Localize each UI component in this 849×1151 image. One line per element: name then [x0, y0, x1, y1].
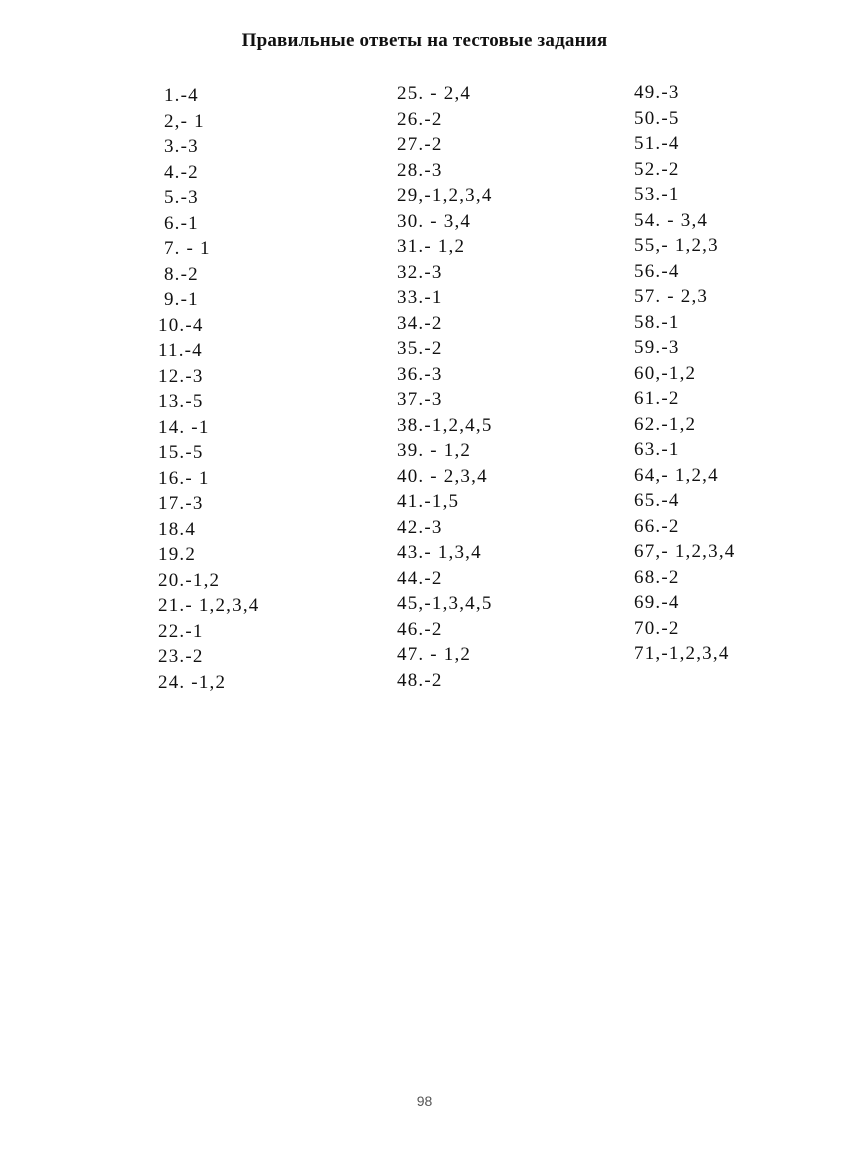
answers-column-2 [397, 81, 493, 693]
answer-item: 27.-2 [397, 134, 443, 155]
answer-item: 9.-1 [158, 289, 199, 310]
answer-item: 13.-5 [158, 391, 204, 412]
answer-item: 21.- 1,2,3,4 [158, 595, 260, 616]
answer-item: 24. -1,2 [158, 671, 227, 693]
answer-item: 29,-1,2,3,4 [397, 185, 493, 206]
answer-item: 11.-4 [158, 340, 203, 361]
answer-item: 49.-3 [634, 82, 680, 103]
answer-item: 17.-3 [158, 493, 204, 514]
answer-item: 64,- 1,2,4 [634, 464, 719, 486]
answer-item: 50.-5 [634, 107, 680, 129]
answer-item: 39. - 1,2 [397, 440, 472, 461]
answer-item: 34.-2 [397, 312, 443, 334]
page-number: 98 [416, 1093, 433, 1109]
answer-item: 41.-1,5 [397, 491, 460, 512]
answer-item: 70.-2 [634, 617, 680, 639]
answer-item: 8.-2 [158, 263, 199, 285]
answer-item: 61.-2 [634, 388, 680, 409]
answer-item: 37.-3 [397, 389, 443, 410]
answer-item: 36.-3 [397, 363, 443, 385]
answer-item: 53.-1 [634, 184, 680, 205]
answer-item: 32.-3 [397, 261, 443, 283]
answer-item: 54. - 3,4 [634, 209, 709, 231]
answer-item: 57. - 2,3 [634, 286, 709, 307]
answer-item: 62.-1,2 [634, 413, 697, 435]
answer-item: 60,-1,2 [634, 362, 697, 384]
answer-item: 23.-2 [158, 646, 204, 667]
answer-item: 69.-4 [634, 592, 680, 613]
answer-item: 51.-4 [634, 133, 680, 154]
answer-item: 44.-2 [397, 567, 443, 589]
answer-item: 14. -1 [158, 416, 210, 438]
answer-item: 16.- 1 [158, 467, 210, 489]
answer-item: 55,- 1,2,3 [634, 235, 719, 256]
answer-item: 7. - 1 [158, 238, 211, 259]
answer-item: 66.-2 [634, 515, 680, 537]
answer-item: 40. - 2,3,4 [397, 465, 488, 487]
answers-column-1 [158, 83, 259, 695]
answer-item: 68.-2 [634, 566, 680, 588]
answer-item: 15.-5 [158, 442, 204, 463]
answer-item: 59.-3 [634, 337, 680, 358]
answer-item: 35.-2 [397, 338, 443, 359]
answer-item: 38.-1,2,4,5 [397, 414, 493, 436]
answer-item: 47. - 1,2 [397, 644, 472, 665]
answer-item: 26.-2 [397, 108, 443, 130]
answer-item: 71,-1,2,3,4 [634, 643, 730, 664]
answer-item: 56.-4 [634, 260, 680, 282]
answer-item: 12.-3 [158, 365, 204, 387]
answer-item: 46.-2 [397, 618, 443, 640]
answer-item: 45,-1,3,4,5 [397, 593, 493, 614]
answer-item: 58.-1 [634, 311, 680, 333]
answer-item: 10.-4 [158, 314, 204, 336]
answer-item: 43.- 1,3,4 [397, 542, 482, 563]
answer-item: 67,- 1,2,3,4 [634, 541, 736, 562]
answer-item: 5.-3 [158, 187, 199, 208]
answer-item: 3.-3 [158, 136, 199, 157]
page-title: Правильные ответы на тестовые задания [241, 30, 608, 51]
answer-item: 63.-1 [634, 439, 680, 460]
answer-item: 31.- 1,2 [397, 236, 466, 257]
answer-item: 33.-1 [397, 287, 443, 308]
answer-item: 1.-4 [158, 85, 199, 106]
answer-item: 20.-1,2 [158, 569, 221, 591]
answer-item: 4.-2 [158, 161, 199, 183]
answer-item: 18.4 [158, 518, 197, 540]
answer-item: 65.-4 [634, 490, 680, 511]
answers-column-3 [634, 80, 735, 667]
answer-item: 6.-1 [158, 212, 199, 234]
answer-item: 48.-2 [397, 669, 443, 691]
answer-item: 2,- 1 [158, 110, 205, 132]
answer-item: 30. - 3,4 [397, 210, 472, 232]
answer-item: 25. - 2,4 [397, 83, 472, 104]
answer-item: 19.2 [158, 544, 197, 565]
answer-item: 52.-2 [634, 158, 680, 180]
answer-item: 28.-3 [397, 159, 443, 181]
answer-item: 22.-1 [158, 620, 204, 642]
answer-item: 42.-3 [397, 516, 443, 538]
